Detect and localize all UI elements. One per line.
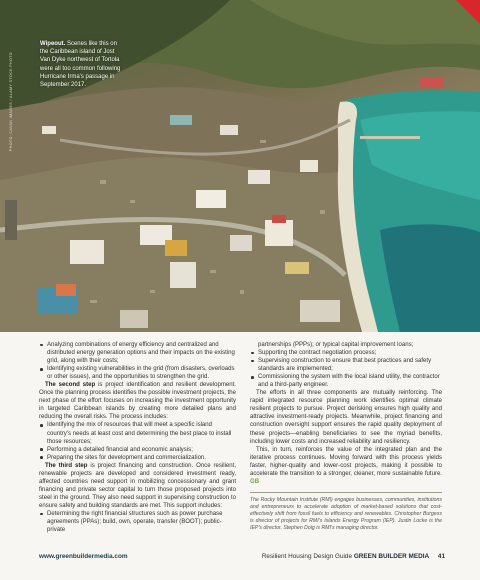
step-lead: The third step (45, 462, 88, 469)
page-number: 41 (437, 553, 445, 560)
guide-title: Resilient Housing Design Guide (261, 553, 353, 560)
analysis-bullets (39, 341, 236, 381)
footer-info (262, 553, 445, 560)
financing-bullets (39, 510, 236, 534)
third-step-paragraph (39, 462, 236, 510)
caption-text: Scenes like this on the Caribbean island of Jost Van Dyke northwest of Tortola were all too common following Hurricane Irma's passage in September 2017. (40, 41, 121, 89)
red-corner-tab (456, 0, 480, 24)
divider (250, 492, 442, 493)
caption-bold: Wipeout. (40, 41, 66, 47)
list-item: Determining the right financial structures such as power purchase agreements (PPAs); build, own, operate, transfer (BOOT); public-private (39, 510, 236, 534)
step-text: is project financing and construction. Once resilient, renewable projects are developed and considered investment ready, affected countries need support in mobilizing concessionary and grant financing and private sector capital to turn those proposed projects into steel in the ground. They also need support in supervising construction to ensure safety and building standards are met. This support includes: (39, 462, 236, 509)
support-bullets (250, 349, 442, 389)
list-item: Identifying existing vulnerabilities in the grid (from disasters, overloads or other issues), and the opportunities to strengthen the grid. (39, 365, 236, 381)
photo-caption (40, 40, 124, 89)
right-column (250, 341, 442, 532)
continuation-text: partnerships (PPPs); or typical capital improvement loans; (258, 342, 414, 348)
closing-paragraph (250, 446, 442, 486)
end-mark: GB (250, 478, 260, 485)
reinforcing-paragraph: The efforts in all three components are mutually reinforcing. The rapid integrated resource planning work identifies optimal climate resilient projects to pursue. Project derisking ensures high quality and attractive investment-ready projects. Meanwhile, project financing and construction oversight support ensures the rapid quality deployment of these projects—enabling beneficiaries to see the myriad benefits, including lower costs and increased reliability and resiliency. (250, 390, 442, 445)
list-item: Performing a detailed financial and economic analysis; (39, 446, 236, 454)
second-step-paragraph (39, 381, 236, 421)
step-text: is project identification and resilient development. Once the planning process identifies the possible investment projects, the next phase of the effort focuses on increasing the investment opportunity in targeted Caribbean islands by creating more detailed plans and reducing the overall risks. The process includes: (39, 382, 236, 421)
closing-text: This, in turn, reinforces the value of the integrated plan and the iterative process continues. Moving forward with this process yields faster, higher-quality and lower-cost projects, making it possible to accelerate the transition to a stronger, cleaner, more sustainable future. (250, 446, 442, 477)
list-item: Supervising construction to ensure that best practices and safety standards are implemented; (250, 357, 442, 373)
step-lead: The second step (45, 382, 96, 389)
photo-credit: PHOTO: CAVAN IMAGES / ALAMY STOCK PHOTO (9, 52, 13, 152)
list-item: Preparing the sites for development and commercialization. (39, 454, 236, 462)
author-note: The Rocky Mountain Institute (RMI) engages businesses, communities, institutions and entrepreneurs to accelerate adoption of market-based solutions that cost-effectively shift from fossil fuels to efficiency and renewables. Christopher Burgess is director of projects for RMI's Islands Energy Program (IEP). Justin Locke is the IEP's director. Stephen Doig is RMI's managing director. (250, 496, 442, 532)
list-item: Identifying the mix of resources that will meet a specific island country's needs at least cost and determining the best place to install those resources; (39, 421, 236, 445)
identification-bullets (39, 421, 236, 461)
footer-url[interactable]: www.greenbuildermedia.com (39, 553, 128, 560)
brand-name: GREEN BUILDER MEDIA (353, 553, 430, 560)
list-item: Commissioning the system with the local island utility, the contractor and a third-party engineer. (250, 373, 442, 389)
list-item: Analyzing combinations of energy efficiency and centralized and distributed energy generation options and their impacts on the existing grid, along with their costs; (39, 341, 236, 365)
list-item: Supporting the contract negotiation process; (250, 349, 442, 357)
left-column (39, 341, 236, 534)
